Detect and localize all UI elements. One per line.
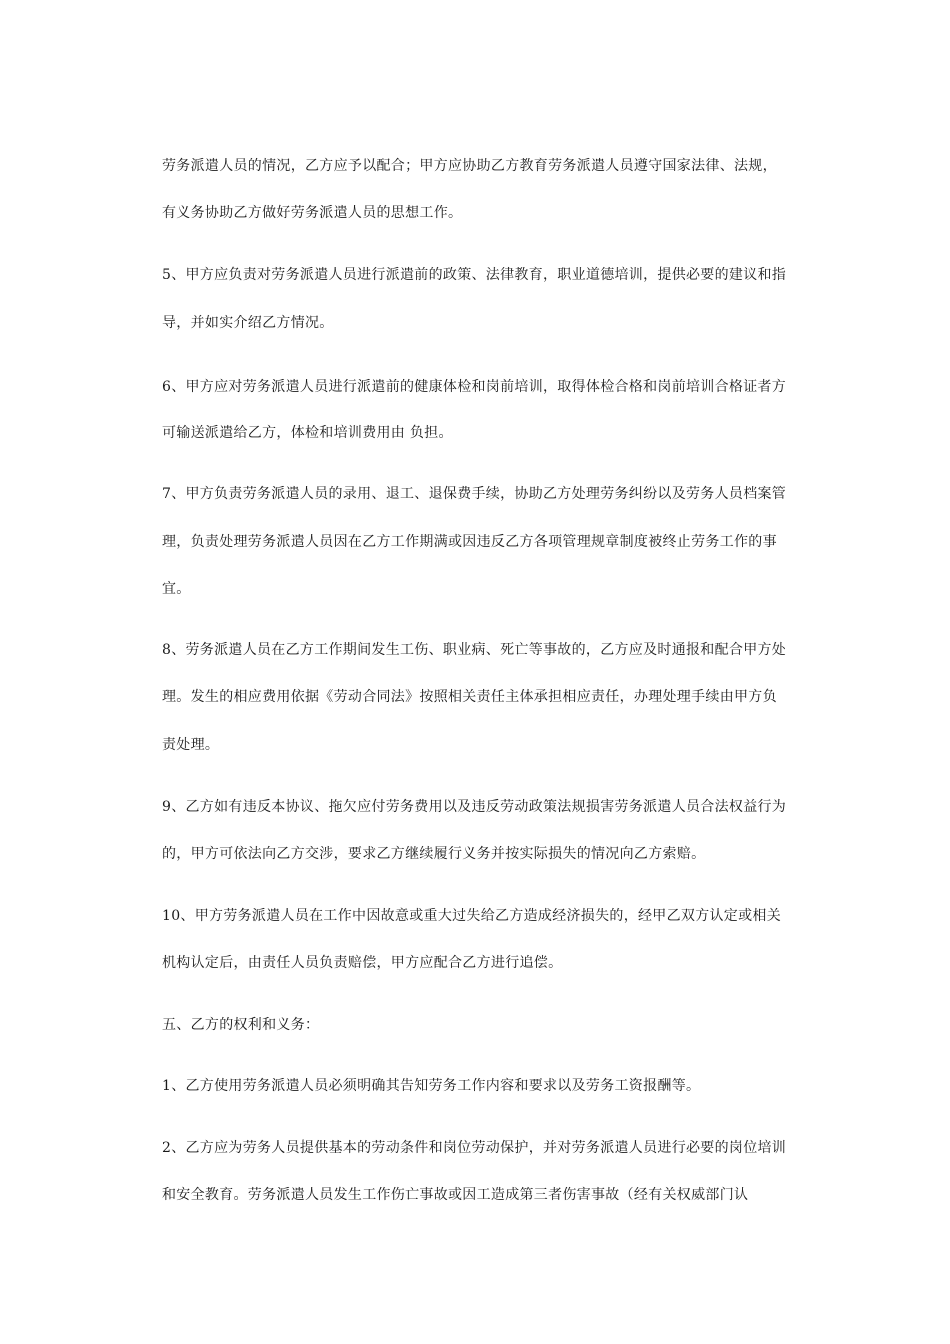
text-line: 机构认定后，由责任人员负责赔偿，甲方应配合乙方进行追偿。 <box>162 955 563 971</box>
text-line: 9、乙方如有违反本协议、拖欠应付劳务费用以及违反劳动政策法规损害劳务派遣人员合法权益行为 <box>162 799 787 815</box>
text-line: 2、乙方应为劳务人员提供基本的劳动条件和岗位劳动保护，并对劳务派遣人员进行必要的岗位培训 <box>162 1140 787 1156</box>
text-line: 6、甲方应对劳务派遣人员进行派遣前的健康体检和岗前培训，取得体检合格和岗前培训合格证者方 <box>162 379 787 395</box>
text-line: 导，并如实介绍乙方情况。 <box>162 315 334 331</box>
text-line: 1、乙方使用劳务派遣人员必须明确其告知劳务工作内容和要求以及劳务工资报酬等。 <box>162 1078 701 1094</box>
text-line: 理。发生的相应费用依据《劳动合同法》按照相关责任主体承担相应责任，办理处理手续由甲方负 <box>162 689 777 705</box>
text-line: 理，负责处理劳务派遣人员因在乙方工作期满或因违反乙方各项管理规章制度被终止劳务工作的事 <box>162 534 777 550</box>
text-line: 宜。 <box>162 581 191 597</box>
text-line: 的，甲方可依法向乙方交涉，要求乙方继续履行义务并按实际损失的情况向乙方索赔。 <box>162 846 706 862</box>
text-line: 10、甲方劳务派遣人员在工作中因故意或重大过失给乙方造成经济损失的，经甲乙双方认定或相关 <box>162 908 782 924</box>
text-line: 可输送派遣给乙方，体检和培训费用由 负担。 <box>162 425 453 441</box>
section-heading: 五、乙方的权利和义务： <box>162 1017 320 1033</box>
text-line: 和安全教育。劳务派遣人员发生工作伤亡事故或因工造成第三者伤害事故（经有关权威部门认 <box>162 1187 749 1203</box>
text-line: 责处理。 <box>162 737 220 753</box>
text-line: 有义务协助乙方做好劳务派遣人员的思想工作。 <box>162 205 463 221</box>
text-line: 7、甲方负责劳务派遣人员的录用、退工、退保费手续，协助乙方处理劳务纠纷以及劳务人员档案管 <box>162 486 787 502</box>
text-line: 劳务派遣人员的情况，乙方应予以配合；甲方应协助乙方教育劳务派遣人员遵守国家法律、法规， <box>162 158 777 174</box>
text-line: 5、甲方应负责对劳务派遣人员进行派遣前的政策、法律教育，职业道德培训，提供必要的建议和指 <box>162 267 787 283</box>
text-line: 8、劳务派遣人员在乙方工作期间发生工伤、职业病、死亡等事故的，乙方应及时通报和配合甲方处 <box>162 642 787 658</box>
